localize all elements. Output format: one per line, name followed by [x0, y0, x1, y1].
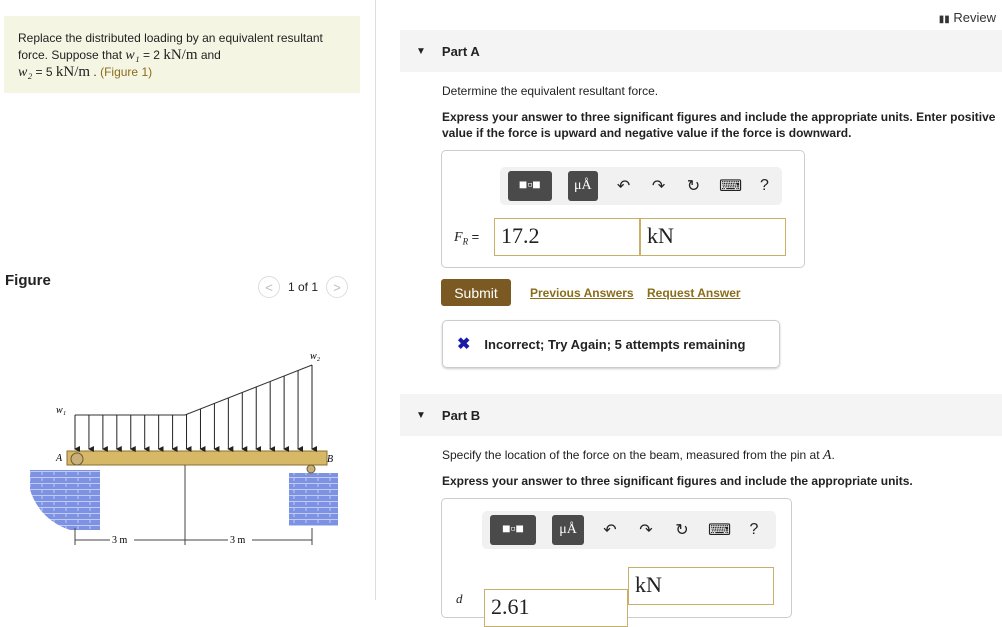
help-button[interactable]: ? — [760, 177, 769, 194]
equals: = — [468, 229, 480, 244]
part-b-question — [442, 448, 835, 464]
left-support-wall — [30, 470, 100, 530]
beam-figure — [0, 340, 370, 600]
unit-input[interactable]: kN — [628, 567, 774, 605]
point-symbol: A — [822, 448, 832, 463]
var-subscript: R — [462, 236, 469, 247]
request-answer-link[interactable]: Request Answer — [647, 286, 741, 300]
roller-B — [307, 465, 315, 473]
help-button[interactable]: ? — [749, 521, 759, 538]
part-a-question: Determine the equivalent resultant force. — [442, 84, 659, 98]
w2-unit: kN/m — [55, 64, 91, 80]
review-link[interactable] — [939, 10, 996, 25]
feedback-message — [442, 320, 780, 368]
prev-figure-button[interactable]: < — [258, 276, 280, 298]
figure-link[interactable]: (Figure 1) — [100, 65, 153, 79]
w2-label: w₂ — [310, 351, 321, 362]
problem-text: force. Suppose that — [18, 48, 126, 62]
math-toolbar — [500, 167, 782, 205]
reset-icon[interactable]: ↻ — [675, 522, 689, 539]
variable-label — [454, 229, 479, 247]
dimension-label: 3 m — [112, 535, 128, 546]
part-b-header[interactable] — [400, 394, 1002, 436]
unit-input[interactable]: kN — [640, 218, 786, 256]
part-a-header[interactable] — [400, 30, 1002, 72]
undo-icon[interactable]: ↶ — [603, 522, 617, 539]
w1-symbol: w₁ — [125, 48, 140, 63]
incorrect-x-icon: ✖ — [457, 336, 471, 353]
part-a-instructions: Express your answer to three significant figures and include the appropriate units. Enter positive value if the force is upward and negative value if the force is downward. — [442, 110, 996, 140]
part-b-title: Part B — [441, 407, 481, 423]
reset-icon[interactable]: ↻ — [686, 178, 701, 195]
w1-value: = 2 — [139, 48, 164, 62]
period: . — [90, 65, 101, 79]
templates-button[interactable]: ■▫■ — [490, 515, 536, 545]
collapse-triangle-icon: ▼ — [416, 409, 426, 421]
value-input[interactable]: 17.2 — [494, 218, 640, 256]
keyboard-icon[interactable]: ⌨ — [708, 522, 732, 539]
load-outline — [75, 365, 312, 415]
w2-symbol: w₂ — [18, 65, 33, 80]
figure-pager — [258, 276, 348, 298]
right-support-wall — [289, 473, 338, 526]
next-figure-button[interactable]: > — [326, 276, 348, 298]
answer-box-b — [441, 498, 792, 618]
review-label: Review — [953, 10, 996, 25]
period: . — [831, 448, 835, 462]
redo-icon[interactable]: ↷ — [651, 178, 666, 195]
var-symbol: F — [454, 230, 463, 245]
question-text: Specify the location of the force on the beam, measured from the pin at — [442, 448, 823, 462]
dimension-label: 3 m — [230, 535, 246, 546]
part-b-instructions: Express your answer to three significant figures and include the appropriate units. — [442, 474, 913, 488]
previous-answers-link[interactable]: Previous Answers — [530, 286, 634, 300]
submit-button[interactable]: Submit — [441, 279, 511, 306]
w1-unit: kN/m — [163, 47, 198, 63]
undo-icon[interactable]: ↶ — [616, 178, 631, 195]
math-toolbar — [482, 511, 776, 549]
problem-text: and — [197, 48, 221, 62]
figure-label: Figure — [5, 272, 51, 289]
collapse-triangle-icon: ▼ — [416, 45, 426, 57]
point-b-label: B — [327, 454, 334, 465]
redo-icon[interactable]: ↷ — [639, 522, 653, 539]
point-a-label: A — [56, 453, 63, 464]
book-icon: ▮▮ — [938, 14, 950, 25]
w1-label: w₁ — [56, 405, 67, 416]
panel-divider[interactable] — [375, 0, 376, 600]
beam — [67, 451, 327, 465]
answer-box-a — [441, 150, 805, 268]
page-indicator: 1 of 1 — [288, 280, 319, 294]
feedback-text: Incorrect; Try Again; 5 attempts remaining — [484, 336, 746, 352]
value-input[interactable]: 2.61 — [484, 589, 628, 627]
variable-label: d — [456, 591, 463, 606]
problem-text: Replace the distributed loading by an equivalent resultant — [18, 31, 323, 45]
part-a-title: Part A — [441, 43, 480, 59]
w2-value: = 5 — [32, 65, 56, 79]
keyboard-icon[interactable]: ⌨ — [719, 178, 743, 195]
units-button[interactable]: μÅ — [568, 171, 598, 201]
templates-button[interactable]: ■▫■ — [508, 171, 552, 201]
units-button[interactable]: μÅ — [552, 515, 584, 545]
problem-statement — [4, 16, 360, 93]
pin-A — [71, 453, 83, 465]
